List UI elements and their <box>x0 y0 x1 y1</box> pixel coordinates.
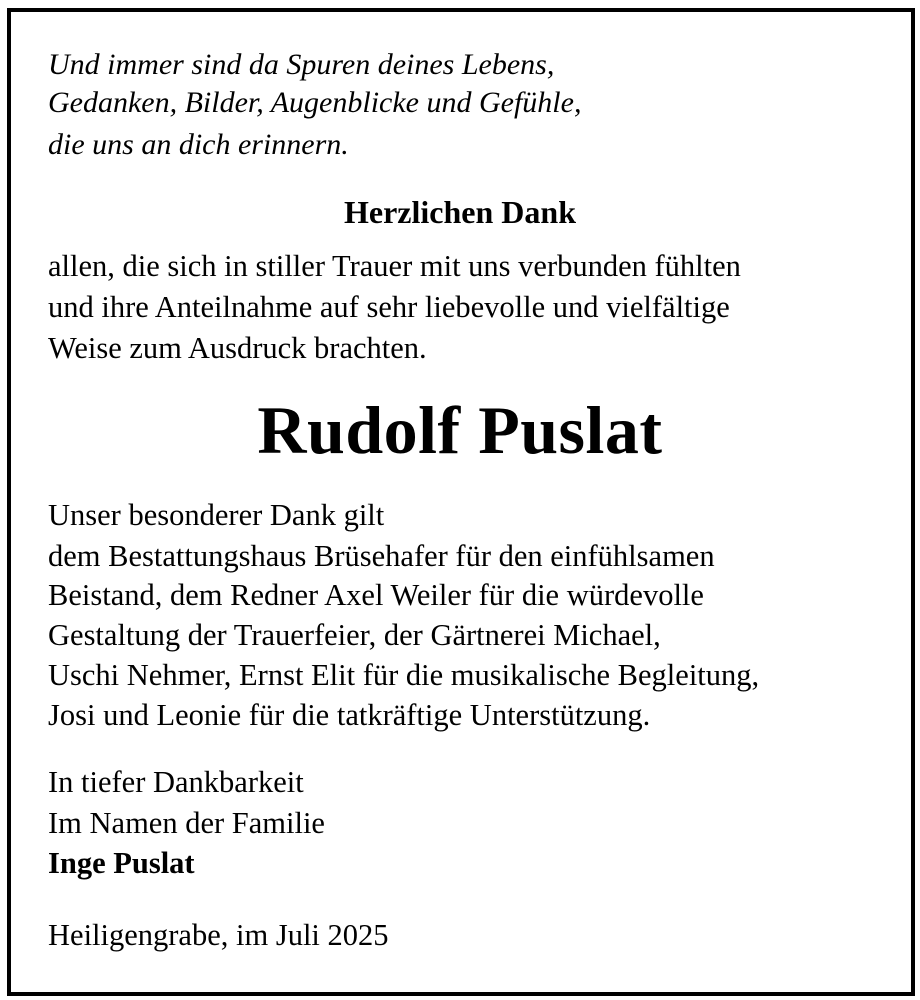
thanks-line-3: Weise zum Ausdruck brachten. <box>48 331 427 365</box>
special-thanks-line-4: Gestaltung der Trauerfeier, der Gärtnerei Michael, <box>48 618 661 652</box>
place-date: Heiligengrabe, im Juli 2025 <box>48 918 389 952</box>
closing-line-2: Im Namen der Familie <box>48 806 325 840</box>
poem-line-3: die uns an dich erinnern. <box>48 128 349 161</box>
poem-line-1: Und immer sind da Spuren deines Lebens, <box>48 48 555 81</box>
special-thanks-line-2: dem Bestattungshaus Brüsehafer für den einfühlsamen <box>48 539 715 573</box>
special-thanks-line-1: Unser besonderer Dank gilt <box>48 498 385 532</box>
deceased-name: Rudolf Puslat <box>257 392 663 468</box>
closing-line-1: In tiefer Dankbarkeit <box>48 765 304 799</box>
special-thanks-line-6: Josi und Leonie für die tatkräftige Unterstützung. <box>48 698 651 732</box>
thanks-line-2: und ihre Anteilnahme auf sehr liebevolle und vielfältige <box>48 290 730 324</box>
special-thanks-line-3: Beistand, dem Redner Axel Weiler für die würdevolle <box>48 578 704 612</box>
thanks-line-1: allen, die sich in stiller Trauer mit uns verbunden fühlten <box>48 249 741 283</box>
thanks-heading: Herzlichen Dank <box>344 194 576 230</box>
special-thanks-line-5: Uschi Nehmer, Ernst Elit für die musikalische Begleitung, <box>48 658 760 692</box>
signatory-name: Inge Puslat <box>48 846 195 880</box>
poem-line-2: Gedanken, Bilder, Augenblicke und Gefühle, <box>48 86 582 119</box>
